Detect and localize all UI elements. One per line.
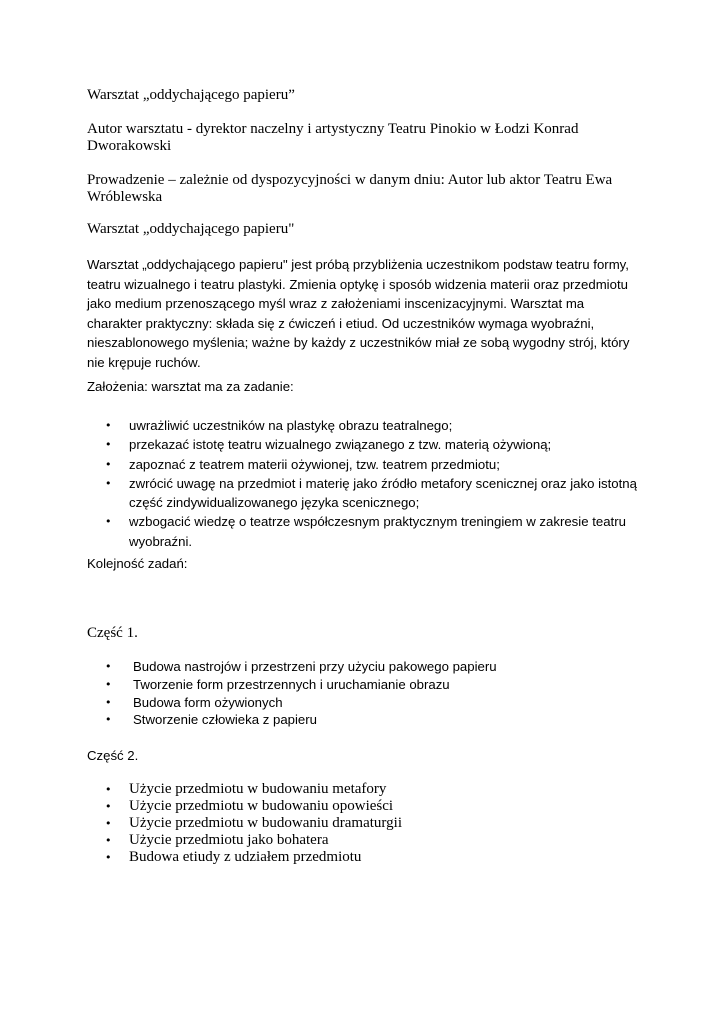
- list-item: • Budowa nastrojów i przestrzeni przy użyciu pakowego papieru: [105, 659, 497, 674]
- bullet-icon: •: [105, 476, 112, 490]
- list-item: • zapoznać z teatrem materii ożywionej, tzw. teatrem przedmiotu;: [129, 455, 649, 474]
- list-item: • Stworzenie człowieka z papieru: [105, 712, 317, 728]
- bullet-icon: •: [105, 419, 112, 432]
- bullet-icon: •: [105, 851, 112, 864]
- title-line: Warsztat „oddychającego papieru”: [87, 87, 295, 103]
- bullet-icon: •: [105, 713, 112, 727]
- bullet-icon: •: [105, 834, 112, 847]
- bullet-icon: •: [105, 438, 112, 452]
- list-item: • Użycie przedmiotu jako bohatera: [105, 832, 329, 848]
- order-heading: Kolejność zadań:: [87, 556, 188, 571]
- intro-paragraph: Warsztat „oddychającego papieru" jest próbą przybliżenia uczestnikom podstaw teatru formy, teatru wizualnego i teatru plastyki. Zmienia optykę i sposób widzenia materii oraz przedmiotu jako medium przenoszącego myśl wraz z założeniami inscenizacyjnymi. Warsztat ma charakter praktyczny: składa się z ćwiczeń i etiud. Od uczestników wymaga wyobraźni, nieszablonowego myślenia; ważne by każdy z uczestników miał ze sobą wygodny strój, który nie krępuje ruchów.: [87, 257, 630, 370]
- list-item: • Użycie przedmiotu w budowaniu opowieści: [105, 798, 394, 814]
- part1-list: [105, 658, 633, 729]
- bullet-icon: •: [105, 660, 112, 673]
- author-line: Autor warsztatu - dyrektor naczelny i artystyczny Teatru Pinokio w Łodzi Konrad Dworakowski: [87, 121, 579, 154]
- bullet-icon: •: [105, 800, 112, 813]
- bullet-icon: •: [105, 817, 112, 830]
- list-item: • uwrażliwić uczestników na plastykę obrazu teatralnego;: [129, 416, 649, 435]
- part1-heading: Część 1.: [87, 625, 138, 641]
- bullet-icon: •: [105, 677, 112, 691]
- list-item: • Budowa form ożywionych: [105, 694, 283, 710]
- list-item: • przekazać istotę teatru wizualnego związanego z tzw. materią ożywioną;: [129, 435, 649, 454]
- list-item: • Użycie przedmiotu w budowaniu dramaturgii: [105, 815, 402, 831]
- bullet-icon: •: [105, 457, 112, 471]
- list-item: • Budowa etiudy z udziałem przedmiotu: [105, 849, 362, 865]
- bullet-icon: •: [105, 515, 112, 529]
- list-item: • zwrócić uwagę na przedmiot i materię jako źródło metafory scenicznej oraz jako istotną część zindywidualizowanego języka scenicznego;: [105, 475, 637, 511]
- bullet-icon: •: [105, 695, 112, 709]
- bullet-icon: •: [105, 783, 112, 796]
- part2-heading: Część 2.: [87, 748, 139, 763]
- subtitle-line: Warsztat „oddychającego papieru": [87, 221, 295, 237]
- list-item: • wzbogacić wiedzę o teatrze współczesnym praktycznym treningiem w zakresie teatru wyobraźni.: [105, 514, 626, 549]
- list-item: • Tworzenie form przestrzennych i uruchamianie obrazu: [105, 676, 450, 692]
- assumptions-heading: Założenia: warsztat ma za zadanie:: [87, 379, 294, 394]
- lead-line: Prowadzenie – zależnie od dyspozycyjności w danym dniu: Autor lub aktor Teatru Ewa Wróblewska: [87, 172, 613, 205]
- assumptions-list: [105, 416, 649, 551]
- part2-list: [105, 781, 629, 866]
- list-item: • Użycie przedmiotu w budowaniu metafory: [105, 781, 387, 797]
